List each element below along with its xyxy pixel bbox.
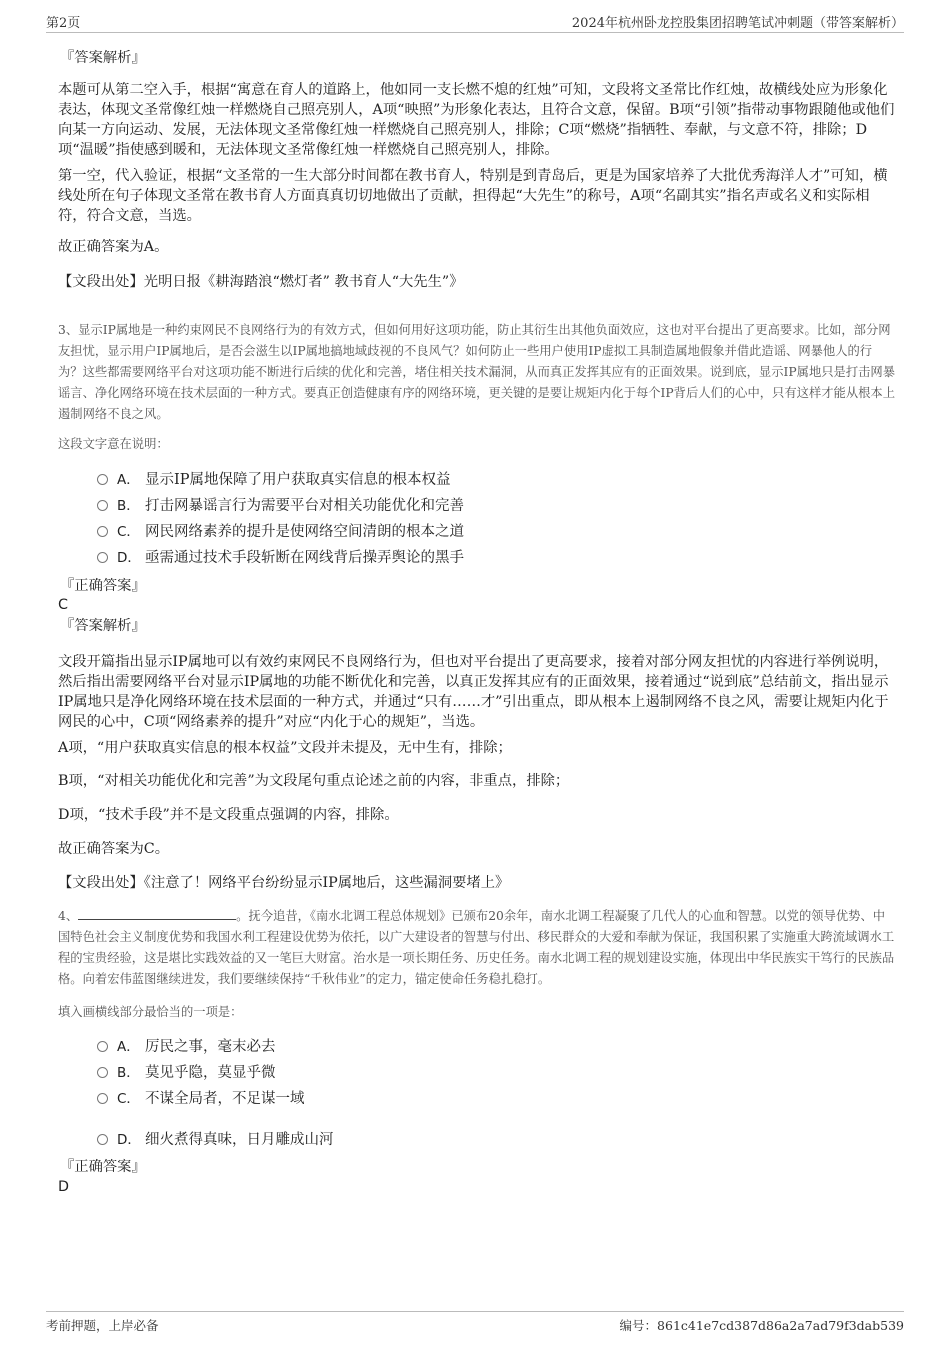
analysis-paragraph: 本题可从第二空入手，根据“寓意在育人的道路上，他如同一支长燃不熄的红烛”可知，文段将文圣常比作红烛，故横线处应为形象化表达，体现文圣常像红烛一样燃烧自己照亮别人，A项“映照”为形象化表达，且符合文意，保留。B项“引领”指带动事物跟随他或他们向某一方向运动、发展，无法体现文圣常像红烛一样燃烧自己照亮别人，排除；C项“燃烧”指牺牲、奉献，与文意不符，排除；D项“温暖”指使感到暖和，无法体现文圣常像红烛一样燃烧自己照亮别人，排除。 — [58, 82, 895, 158]
option-text: 显示IP属地保障了用户获取真实信息的根本权益 — [145, 472, 451, 488]
radio-button[interactable] — [97, 552, 108, 563]
option-text: 厉民之事，毫末必去 — [145, 1039, 276, 1055]
option-c[interactable]: C． 不谋全局者，不足谋一域 — [97, 1089, 305, 1109]
question-stem: 3、显示IP属地是一种约束网民不良网络行为的有效方式，但如何用好这项功能，防止其衍生出其他负面效应，这也对平台提出了更高要求。比如，部分网友担忧，显示用户IP属地后，是否会滋生以IP属地搞地域歧视的不良风气？如何防止一些用户使用IP虚拟工具制造属地假象并借此造谣、网暴他人的行为？这些都需要网络平台对这项功能不断进行后续的优化和完善，堵住相关技术漏洞，从而真正发挥其应有的正面效果。说到底，显示IP属地只是打击网暴谣言、净化网络环境在技术层面的一种方式。要真正创造健康有序的网络环境，更关键的是要让规矩内化于每个IP背后人们的心中，只有这样才能从根本上遏制网络不良之风。 — [58, 323, 896, 421]
analysis-paragraph: 第一空，代入验证，根据“文圣常的一生大部分时间都在教书育人，特别是到青岛后，更是为国家培养了大批优秀海洋人才”可知，横线处所在句子体现文圣常在教书育人方面真真切切地做出了贡献，担得起“大先生”的称号，A项“名副其实”指名声或名义和实际相符，符合文意，当选。 — [58, 168, 888, 224]
radio-button[interactable] — [97, 474, 108, 485]
option-a[interactable]: A． 厉民之事，毫末必去 — [97, 1037, 276, 1057]
source-citation: 【文段出处】《注意了！网络平台纷纷显示IP属地后，这些漏洞要堵上》 — [58, 875, 510, 891]
analysis-paragraph: A项，“用户获取真实信息的根本权益”文段并未提及，无中生有，排除； — [58, 740, 512, 756]
option-text: 莫见乎隐，莫显乎微 — [145, 1065, 276, 1081]
option-d[interactable]: D． 亟需通过技术手段斩断在网线背后操弄舆论的黑手 — [97, 548, 464, 568]
option-c[interactable]: C． 网民网络素养的提升是使网络空间清朗的根本之道 — [97, 522, 464, 542]
option-a[interactable]: A． 显示IP属地保障了用户获取真实信息的根本权益 — [97, 470, 450, 490]
document-title: 2024年杭州卧龙控股集团招聘笔试冲刺题（带答案解析） — [571, 16, 904, 31]
conclusion: 故正确答案为A。 — [58, 239, 169, 255]
option-b[interactable]: B． 打击网暴谣言行为需要平台对相关功能优化和完善 — [97, 496, 464, 516]
radio-button[interactable] — [97, 1067, 108, 1078]
document-serial: 编号：861c41e7cd387d86a2a7ad79f3dab539 — [619, 1318, 904, 1333]
correct-answer-label: 『正确答案』 — [60, 578, 146, 594]
radio-button[interactable] — [97, 526, 108, 537]
option-text: 打击网暴谣言行为需要平台对相关功能优化和完善 — [145, 498, 464, 514]
question-prompt: 填入画横线部分最恰当的一项是： — [58, 1005, 243, 1019]
analysis-label: 『答案解析』 — [60, 618, 146, 634]
option-b[interactable]: B． 莫见乎隐，莫显乎微 — [97, 1063, 276, 1083]
page-number: 第2页 — [46, 16, 81, 31]
option-text: 不谋全局者，不足谋一域 — [145, 1091, 305, 1107]
option-text: 细火煮得真味，日月雕成山河 — [145, 1132, 334, 1148]
question-stem: 4、 。抚今追昔，《南水北调工程总体规划》已颁布20余年，南水北调工程凝聚了几代人的心血和智慧。以党的领导优势、中国特色社会主义制度优势和我国水利工程建设优势为依托，以广大建设者的智慧与付出、移民群众的大爱和奉献为保证，我国积累了实施重大跨流域调水工程的宝贵经验，这是堪比实践效益的又一笔巨大财富。治水是一项长期任务、历史任务。南水北调工程的规划建设实施，体现出中华民族实干笃行的民族品格。向着宏伟蓝图继续进发，我们要继续保持“千秋伟业”的定力，锚定使命任务稳扎稳打。 — [58, 909, 895, 986]
fill-in-blank — [78, 907, 236, 920]
radio-button[interactable] — [97, 500, 108, 511]
correct-answer-label: 『正确答案』 — [60, 1159, 146, 1175]
option-text: 亟需通过技术手段斩断在网线背后操弄舆论的黑手 — [145, 550, 464, 566]
radio-button[interactable] — [97, 1093, 108, 1104]
radio-button[interactable] — [97, 1134, 108, 1145]
option-d[interactable]: D． 细火煮得真味，日月雕成山河 — [97, 1130, 334, 1150]
analysis-paragraph: D项，“技术手段”并不是文段重点强调的内容，排除。 — [58, 807, 399, 823]
analysis-paragraph: 文段开篇指出显示IP属地可以有效约束网民不良网络行为，但也对平台提出了更高要求，接着对部分网友担忧的内容进行举例说明，然后指出需要网络平台对显示IP属地的功能不断优化和完善，以真正发挥其应有的正面效果，接着通过“说到底”总结前文，指出显示IP属地只是净化网络环境在技术层面的一种方式，并通过“只有……才”引出重点，即从根本上遏制网络不良之风，需要让规矩内化于网民的心中，C项“网络素养的提升”对应“内化于心的规矩”，当选。 — [58, 654, 889, 730]
page-header — [46, 10, 904, 33]
option-text: 网民网络素养的提升是使网络空间清朗的根本之道 — [145, 524, 464, 540]
analysis-paragraph: B项，“对相关功能优化和完善”为文段尾句重点论述之前的内容，非重点，排除； — [58, 773, 570, 789]
conclusion: 故正确答案为C。 — [58, 841, 170, 857]
analysis-label: 『答案解析』 — [60, 50, 146, 66]
page-footer — [46, 1311, 904, 1336]
footer-slogan: 考前押题，上岸必备 — [46, 1318, 159, 1333]
question-prompt: 这段文字意在说明： — [58, 437, 169, 451]
correct-answer: D — [58, 1179, 70, 1195]
correct-answer: C — [58, 597, 68, 613]
source-citation: 【文段出处】光明日报《耕海踏浪“燃灯者” 教书育人“大先生”》 — [58, 274, 464, 290]
radio-button[interactable] — [97, 1041, 108, 1052]
